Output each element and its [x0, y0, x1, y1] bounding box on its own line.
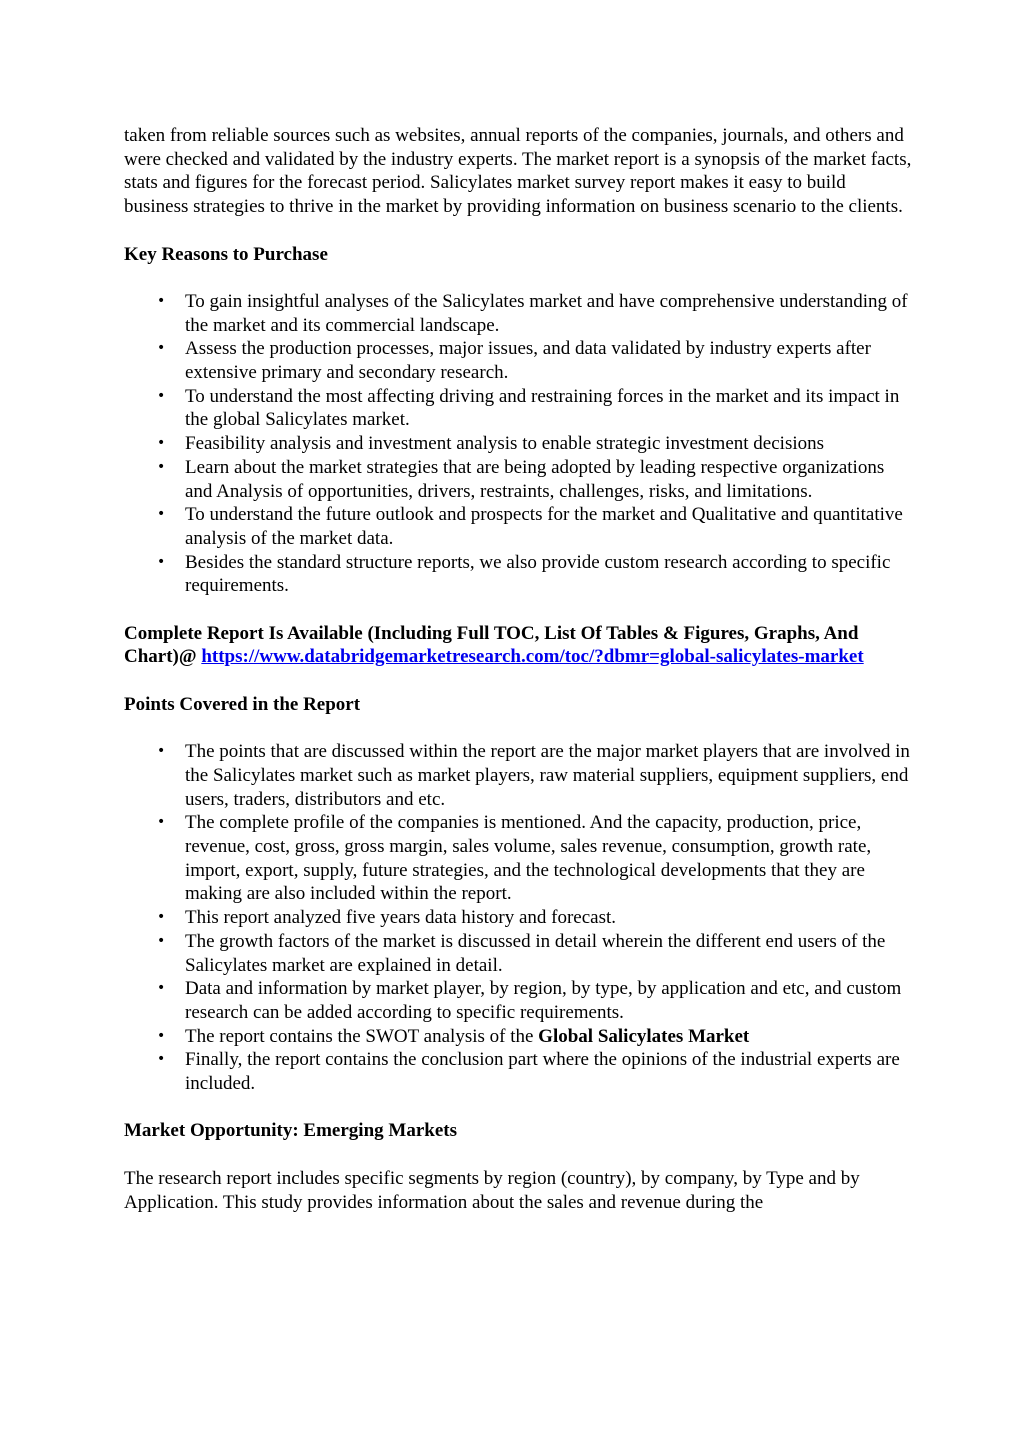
list-item: • This report analyzed five years data history and forecast.	[157, 907, 617, 929]
market-opportunity-paragraph: The research report includes specific segments by region (country), by company, by Type and by Application. This study provides information about the sales and revenue during the	[124, 1167, 860, 1213]
list-item: • To gain insightful analyses of the Salicylates market and have comprehensive understanding of the market and its commercial landscape.	[157, 290, 908, 336]
bullet-icon: •	[157, 814, 166, 831]
market-opportunity-heading: Market Opportunity: Emerging Markets	[124, 1120, 457, 1142]
list-item: • Assess the production processes, major issues, and data validated by industry experts after extensive primary and secondary research.	[157, 338, 871, 383]
bullet-icon: •	[157, 506, 166, 523]
list-item: • The growth factors of the market is discussed in detail wherein the different end users of the Salicylates market are explained in detail.	[157, 930, 886, 976]
list-item: • To understand the most affecting driving and restraining forces in the market and its impact in the global Salicylates market.	[157, 385, 900, 431]
key-reasons-heading: Key Reasons to Purchase	[124, 243, 328, 265]
document-page	[124, 124, 914, 1238]
intro-paragraph: taken from reliable sources such as websites, annual reports of the companies, journals, and others and were checked and validated by the industry experts. The market report is a synopsis of the market facts, stats and figures for the forecast period. Salicylates market survey report makes it easy to build business strategies to thrive in the market by providing information on business scenario to the clients.	[124, 125, 912, 218]
complete-report-paragraph	[124, 622, 914, 669]
bullet-icon: •	[157, 1027, 166, 1044]
bullet-icon: •	[157, 932, 166, 949]
list-item: • Besides the standard structure reports, we also provide custom research according to specific requirements.	[157, 551, 891, 597]
bullet-icon: •	[157, 292, 166, 309]
bullet-icon: •	[157, 980, 166, 997]
complete-report-text: Complete Report Is Available (Including Full TOC, List Of Tables & Figures, Graphs, And Chart)@	[124, 622, 859, 668]
bullet-icon: •	[157, 458, 166, 475]
bullet-icon: •	[157, 340, 166, 357]
list-item: • To understand the future outlook and prospects for the market and Qualitative and quantitative analysis of the market data.	[157, 504, 903, 549]
list-item: • Finally, the report contains the conclusion part where the opinions of the industrial experts are included.	[157, 1049, 900, 1095]
list-item: • The points that are discussed within the report are the major market players that are involved in the Salicylates market such as market players, raw material suppliers, equipment suppliers, end users, traders, distributors and etc.	[157, 741, 910, 810]
list-item: • Learn about the market strategies that are being adopted by leading respective organizations and Analysis of opportunities, drivers, restraints, challenges, risks, and limitations.	[157, 456, 885, 502]
list-item: • Data and information by market player, by region, by type, by application and etc, and custom research can be added according to specific requirements.	[157, 978, 902, 1023]
key-reasons-list	[124, 290, 914, 598]
bullet-icon: •	[157, 435, 166, 452]
list-item: • The report contains the SWOT analysis of the Global Salicylates Market	[157, 1025, 750, 1047]
list-item: • The complete profile of the companies is mentioned. And the capacity, production, price, revenue, cost, gross, gross margin, sales volume, sales revenue, consumption, growth rate, import, export, supply, future strategies, and the technological developments that they are making are also included within the report.	[157, 812, 872, 905]
bullet-icon: •	[157, 909, 166, 926]
swot-market-name: Global Salicylates Market	[538, 1025, 750, 1047]
bullet-icon: •	[157, 1051, 166, 1068]
points-covered-list	[124, 740, 914, 1096]
list-item: • Feasibility analysis and investment analysis to enable strategic investment decisions	[157, 433, 825, 455]
points-covered-heading: Points Covered in the Report	[124, 693, 361, 715]
bullet-icon: •	[157, 387, 166, 404]
bullet-icon: •	[157, 743, 166, 760]
bullet-icon: •	[157, 553, 166, 570]
report-toc-link[interactable]: https://www.databridgemarketresearch.com/toc/?dbmr=global-salicylates-market	[201, 646, 864, 668]
